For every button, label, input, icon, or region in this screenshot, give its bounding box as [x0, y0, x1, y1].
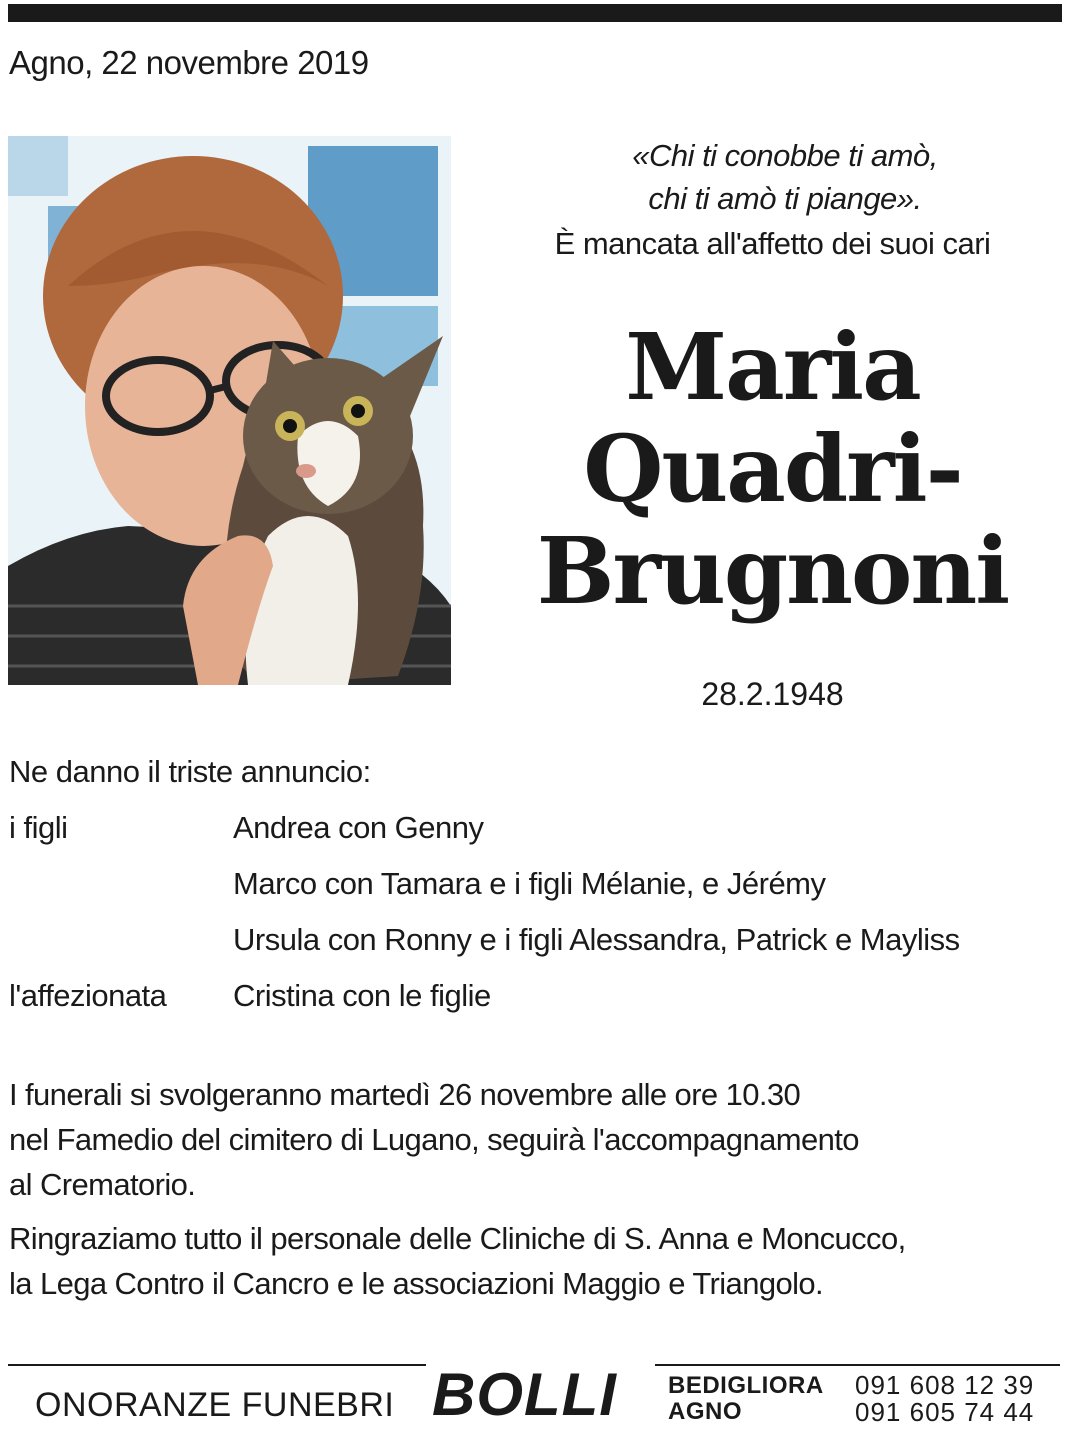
family-row	[9, 920, 960, 976]
footer-rule-right	[655, 1364, 1060, 1366]
family-names: Marco con Tamara e i figli Mélanie, e Jérémy	[233, 866, 826, 901]
date-place: Agno, 22 novembre 2019	[9, 44, 369, 81]
thanks-line-1: Ringraziamo tutto il personale delle Cliniche di S. Anna e Moncucco,	[9, 1221, 906, 1256]
bolli-logo: BOLLI	[432, 1361, 617, 1428]
quote-line-2: chi ti amò ti piange».	[648, 181, 922, 216]
funeral-line-3: al Crematorio.	[9, 1167, 196, 1202]
funeral-line-1: I funerali si svolgeranno martedì 26 novembre alle ore 10.30	[9, 1077, 801, 1112]
footer	[0, 1360, 1072, 1434]
top-rule	[8, 4, 1062, 22]
family-relation: i figli	[9, 810, 68, 845]
name-line-3: Brugnoni	[536, 517, 1009, 625]
family-relation	[9, 864, 233, 920]
family-names: Cristina con le figlie	[233, 978, 491, 1013]
name-line-2: Quadri-	[583, 415, 962, 523]
funeral-services-label: ONORANZE FUNEBRI	[35, 1386, 395, 1424]
location-phone: 091 605 74 44	[855, 1397, 1035, 1427]
quote-line-1: «Chi ti conobbe ti amò,	[632, 138, 938, 173]
announcement-title: Ne danno il triste annuncio:	[9, 754, 371, 789]
portrait-photo	[8, 136, 451, 685]
name-line-1: Maria	[625, 313, 920, 421]
funeral-info	[9, 1072, 1049, 1207]
quote	[520, 134, 1050, 220]
thanks-line-2: la Lega Contro il Cancro e le associazioni Maggio e Triangolo.	[9, 1266, 824, 1301]
family-names: Andrea con Genny	[233, 810, 484, 845]
location-place: BEDIGLIORA	[668, 1372, 824, 1399]
family-row	[9, 808, 960, 864]
location-phone: 091 608 12 39	[855, 1370, 1035, 1400]
location-place: AGNO	[668, 1398, 742, 1425]
family-relation	[9, 920, 233, 976]
family-row	[9, 976, 960, 1032]
family-relation: l'affezionata	[9, 978, 167, 1013]
family-list	[9, 808, 960, 1032]
family-names: Ursula con Ronny e i figli Alessandra, Patrick e Mayliss	[233, 922, 960, 957]
birth-date: 28.2.1948	[701, 676, 844, 712]
family-row	[9, 864, 960, 920]
deceased-name	[500, 313, 1045, 625]
portrait-photo-icon	[8, 136, 451, 685]
funeral-line-2: nel Famedio del cimitero di Lugano, seguirà l'accompagnamento	[9, 1122, 859, 1157]
footer-rule-left	[8, 1364, 426, 1366]
intro-text: È mancata all'affetto dei suoi cari	[554, 226, 991, 261]
thanks-text	[9, 1216, 1049, 1306]
